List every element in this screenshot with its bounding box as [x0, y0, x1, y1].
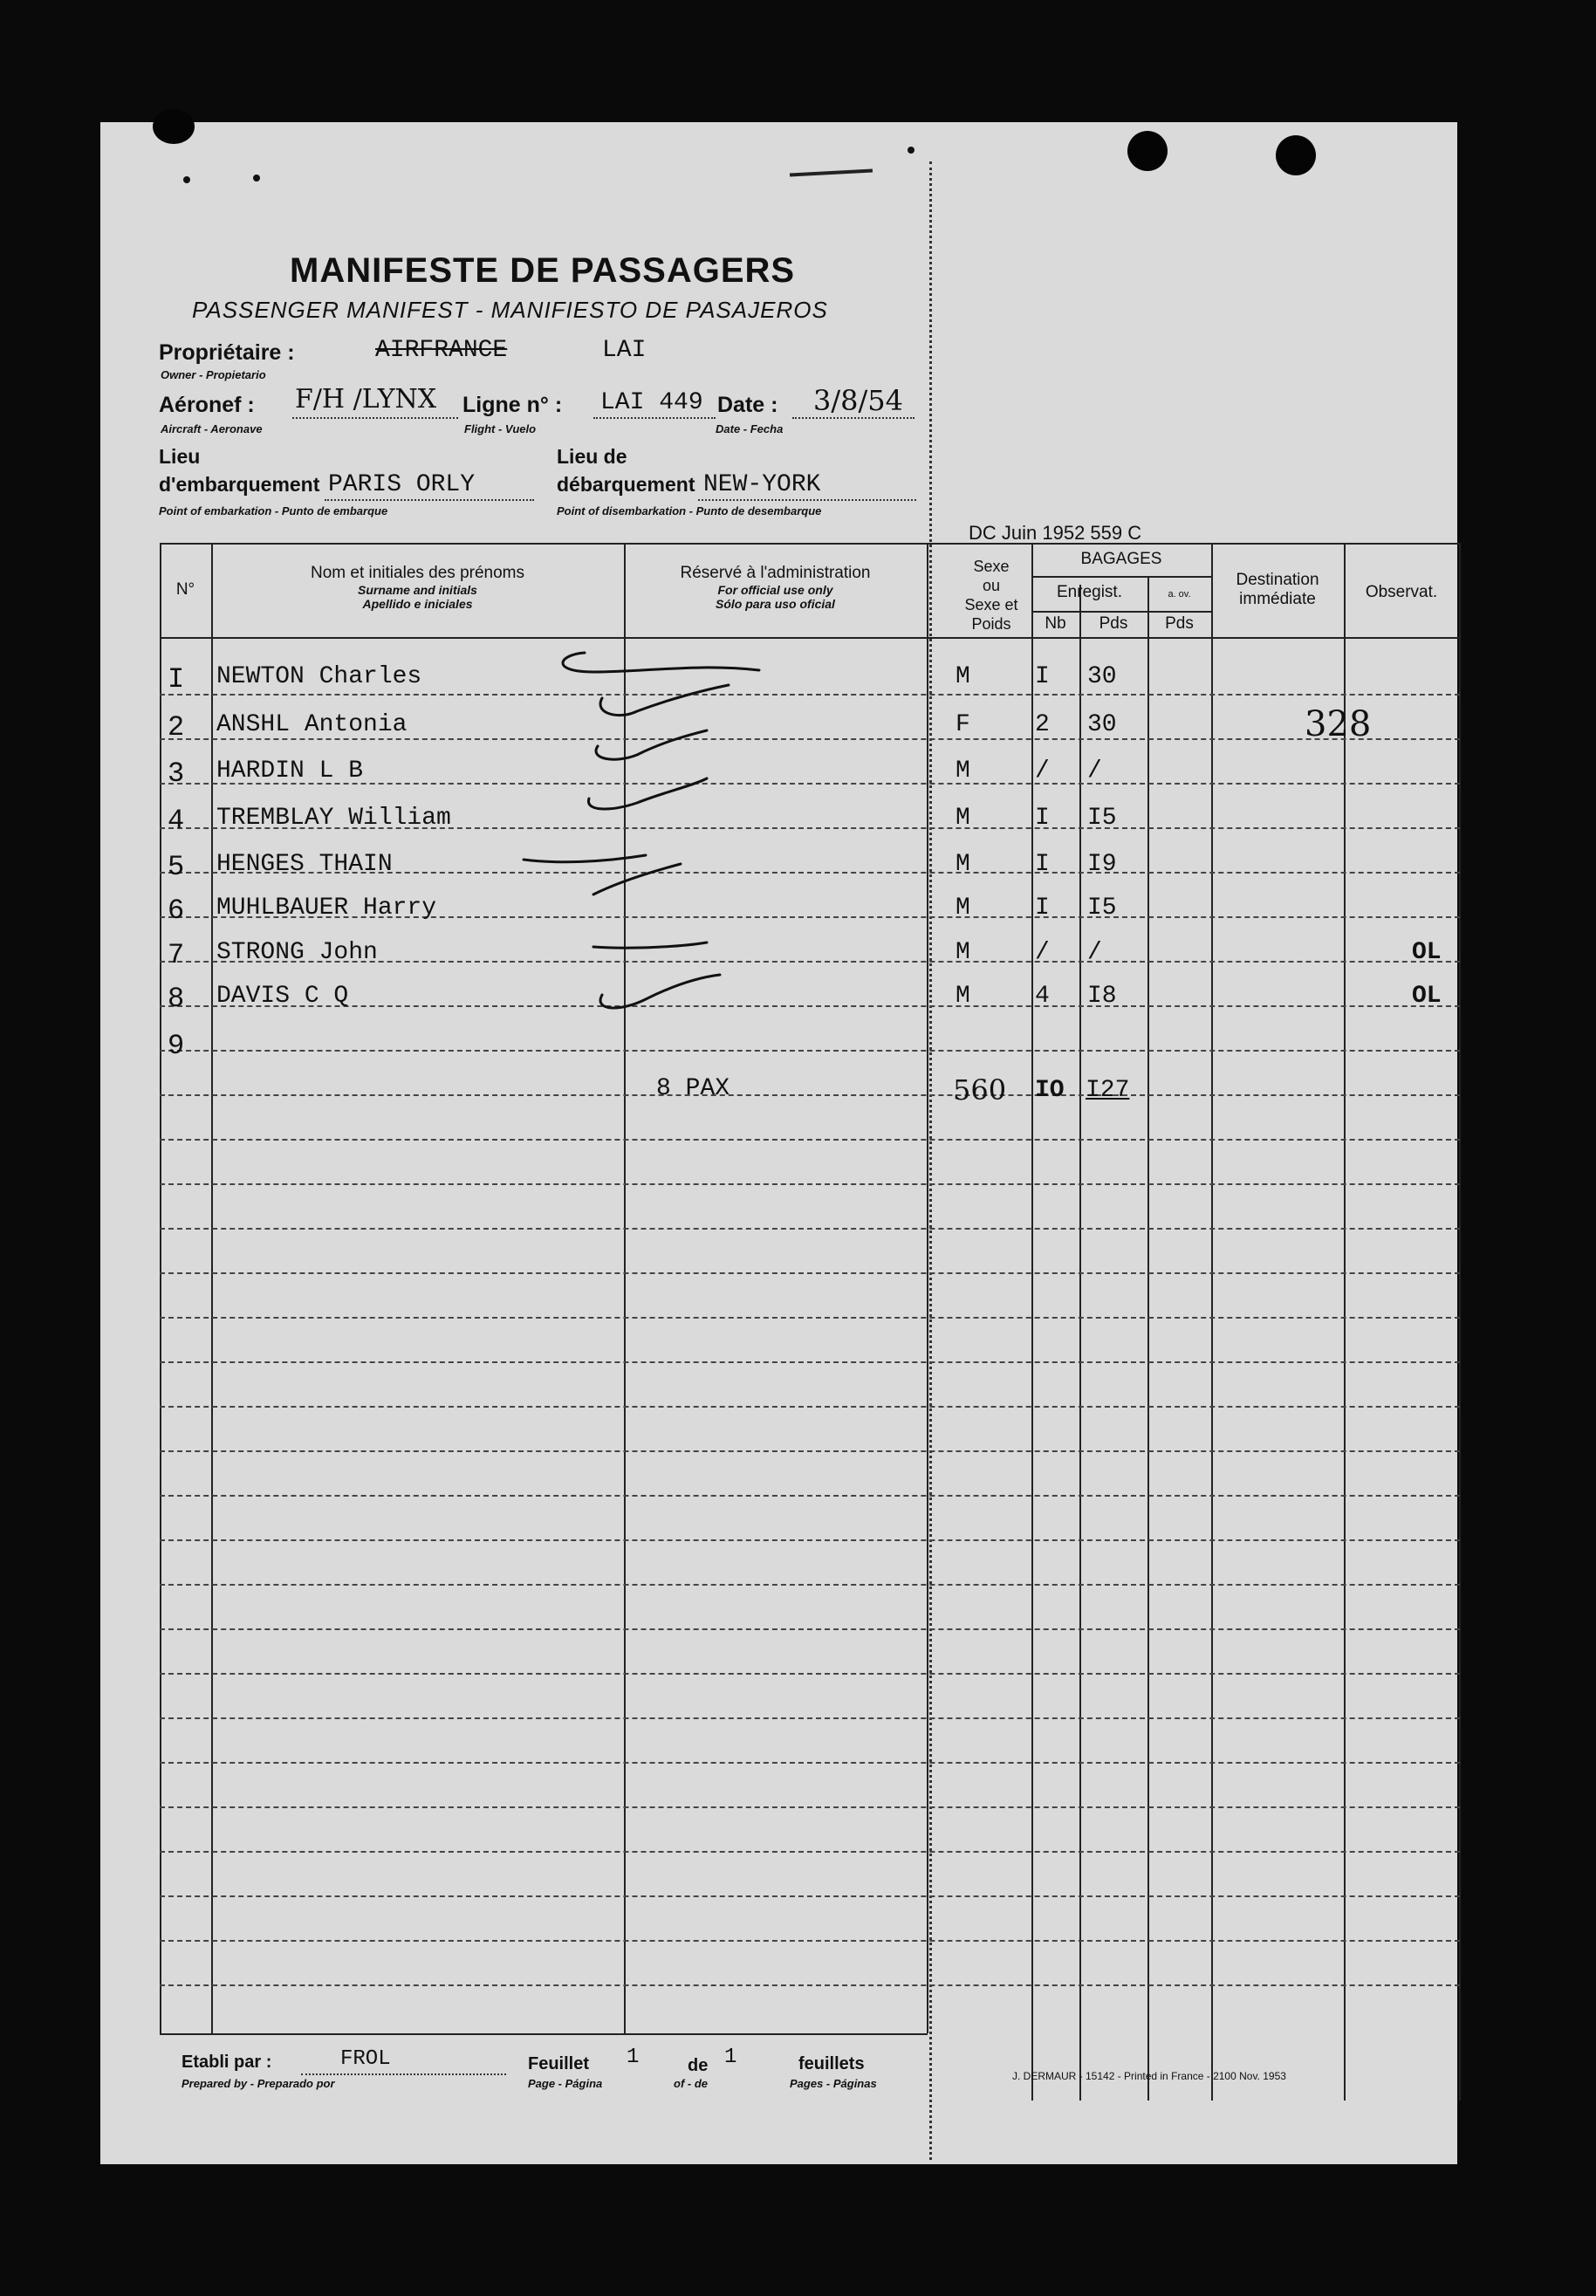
col-header-hand-pds: Pds [1165, 614, 1194, 633]
tick-mark [593, 864, 681, 894]
prepared-sublabel: Prepared by - Preparado por [182, 2077, 335, 2090]
printer-imprint: J. DERMAUR - 15142 - Printed in France - 2100 Nov. 1953 [1012, 2070, 1286, 2082]
page-label: Feuillet [528, 2054, 590, 2073]
ruled-line [160, 1628, 1460, 1630]
passenger-sex: M [956, 663, 970, 690]
tick-mark [524, 855, 646, 862]
passenger-name: TREMBLAY William [216, 805, 451, 832]
col-divider [211, 543, 213, 2033]
ruled-line [160, 694, 1460, 696]
passenger-baggage-nb: I [1035, 663, 1050, 690]
col-header-no: N° [175, 580, 195, 599]
ruled-line [160, 1851, 1460, 1853]
ruled-line [160, 1762, 1460, 1764]
passenger-sex: M [956, 851, 970, 878]
passenger-destination: 328 [1305, 704, 1372, 744]
ruled-line [160, 1005, 1460, 1007]
passenger-baggage-pds: 30 [1087, 663, 1117, 690]
admin-tick-marks [506, 646, 785, 1030]
total-pds: I27 [1086, 1077, 1130, 1104]
owner-sublabel: Owner - Propietario [161, 368, 266, 381]
passenger-name: DAVIS C Q [216, 983, 349, 1010]
col-divider [1344, 543, 1346, 2101]
tick-mark [563, 653, 759, 672]
passenger-baggage-pds: I5 [1087, 894, 1117, 922]
col-header-admin-es: Sólo para uso oficial [716, 597, 835, 611]
passenger-no: 3 [168, 757, 185, 790]
pages-sublabel: Pages - Páginas [790, 2077, 877, 2090]
baggage-sub-border [1031, 576, 1211, 578]
ruled-line [160, 1495, 1460, 1497]
ruled-line [160, 1317, 1460, 1319]
ruled-line [160, 1584, 1460, 1586]
owner-crossed-value: AIRFRANCE [375, 337, 508, 364]
prepared-label: Etabli par : [182, 2053, 272, 2072]
passenger-no: 2 [168, 711, 185, 744]
passenger-baggage-nb: 2 [1035, 711, 1050, 738]
passenger-sex: F [956, 711, 970, 738]
aircraft-label: Aéronef : [159, 393, 255, 417]
passenger-baggage-pds: 30 [1087, 711, 1117, 738]
ruled-line [160, 1361, 1460, 1363]
tick-mark [593, 942, 707, 948]
passenger-name: STRONG John [216, 939, 378, 966]
ruled-line [160, 1940, 1460, 1942]
page-title: MANIFESTE DE PASSAGERS [290, 251, 796, 290]
total-pax: 8 PAX [656, 1075, 730, 1102]
punch-hole-right [1276, 135, 1316, 175]
col-header-admin-main: Réservé à l'administration [680, 564, 871, 582]
passenger-sex: M [956, 894, 970, 922]
of-label: de [688, 2056, 709, 2075]
passenger-sex: M [956, 983, 970, 1010]
owner-value: LAI [602, 337, 647, 364]
col-divider [1031, 543, 1033, 2101]
col-header-destination [1211, 571, 1344, 609]
flight-field-line [593, 417, 716, 419]
col-header-observ: Observat. [1365, 583, 1438, 601]
embarkation-label-2: d'embarquement [159, 473, 320, 496]
embarkation-sublabel: Point of embarkation - Punto de embarque [159, 504, 388, 517]
date-label: Date : [717, 393, 778, 417]
col-header-admin-en: For official use only [717, 583, 833, 597]
passenger-name: MUHLBAUER Harry [216, 894, 437, 922]
col-divider [1459, 543, 1461, 2101]
col-header-name-main: Nom et initiales des prénoms [311, 564, 524, 582]
of-sublabel: of - de [674, 2077, 708, 2090]
col-header-destination-2: immédiate [1239, 590, 1316, 608]
ruled-line [160, 1406, 1460, 1408]
passenger-no: 5 [168, 851, 185, 883]
flight-sublabel: Flight - Vuelo [464, 422, 537, 435]
ruled-line [160, 1539, 1460, 1541]
disembarkation-sublabel: Point of disembarkation - Punto de desembarque [557, 504, 822, 517]
table-top-border [160, 543, 1460, 545]
embarkation-field-line [325, 499, 534, 501]
disembarkation-label-1: Lieu de [557, 445, 627, 468]
col-divider [160, 543, 161, 2033]
col-header-sex-3: Sexe et [964, 596, 1018, 613]
passenger-baggage-nb: I [1035, 805, 1050, 832]
col-header-sex [951, 557, 1031, 634]
ink-speck [908, 147, 914, 154]
col-header-admin [624, 564, 927, 611]
passenger-no: 6 [168, 894, 185, 927]
ruled-line [160, 1806, 1460, 1808]
passenger-name: HENGES THAIN [216, 851, 393, 878]
col-divider [1079, 585, 1081, 2101]
ruled-line [160, 1272, 1460, 1274]
registered-sub-border [1031, 611, 1211, 613]
passenger-baggage-nb: I [1035, 894, 1050, 922]
ruled-line [160, 1717, 1460, 1719]
passenger-sex: M [956, 805, 970, 832]
col-header-name-en: Surname and initials [358, 583, 477, 597]
col-header-destination-1: Destination [1236, 571, 1319, 589]
col-header-name-es: Apellido e iniciales [362, 597, 473, 611]
ruled-line [160, 1673, 1460, 1675]
ink-speck [183, 176, 190, 183]
col-divider [1147, 576, 1149, 2101]
passenger-name: ANSHL Antonia [216, 711, 408, 738]
passenger-baggage-pds: I8 [1087, 983, 1117, 1010]
table-header-border [160, 637, 1460, 639]
flight-value: LAI 449 [600, 389, 703, 416]
aircraft-sublabel: Aircraft - Aeronave [161, 422, 263, 435]
disembarkation-field-line [698, 499, 916, 501]
passenger-baggage-nb: I [1035, 851, 1050, 878]
page-subtitle: PASSENGER MANIFEST - MANIFIESTO DE PASAJEROS [192, 297, 828, 323]
date-field-line [792, 417, 914, 419]
passenger-sex: M [956, 757, 970, 785]
col-header-sex-2: ou [982, 577, 1001, 594]
passenger-no: 7 [168, 939, 185, 971]
passenger-no: 4 [168, 805, 185, 837]
passenger-baggage-nb: / [1035, 757, 1050, 785]
tick-mark [600, 975, 720, 1008]
passenger-baggage-pds: / [1087, 939, 1102, 966]
disembarkation-label-2: débarquement [557, 473, 695, 496]
embarkation-label-1: Lieu [159, 445, 201, 468]
passenger-no: I [168, 663, 185, 696]
embarkation-value: PARIS ORLY [328, 471, 476, 498]
passenger-name: HARDIN L B [216, 757, 364, 785]
col-header-baggage: BAGAGES [1080, 550, 1162, 568]
total-weight: 560 [953, 1073, 1007, 1107]
passenger-observation: OL [1412, 983, 1442, 1010]
tick-mark [588, 778, 707, 809]
col-header-name [211, 564, 624, 611]
ruled-line [160, 1094, 1460, 1096]
total-nb: IO [1035, 1077, 1065, 1104]
col-header-pds: Pds [1099, 614, 1128, 633]
ruled-line [160, 1228, 1460, 1230]
passenger-baggage-nb: 4 [1035, 983, 1050, 1010]
passenger-baggage-pds: I5 [1087, 805, 1117, 832]
col-header-sex-1: Sexe [973, 558, 1010, 575]
passenger-observation: OL [1412, 939, 1442, 966]
ruled-line [160, 1984, 1460, 1986]
date-sublabel: Date - Fecha [716, 422, 784, 435]
ruled-line [160, 1139, 1460, 1141]
page-fold-line [929, 161, 932, 2160]
passenger-baggage-pds: I9 [1087, 851, 1117, 878]
col-header-nb: Nb [1045, 614, 1066, 633]
aircraft-value: F/H /LYNX [295, 384, 437, 415]
page-value: 1 [627, 2046, 640, 2069]
aircraft-field-line [292, 417, 458, 419]
form-code: DC Juin 1952 559 C [969, 522, 1142, 544]
col-divider [927, 543, 928, 2033]
passenger-no: 9 [168, 1030, 185, 1062]
tick-mark [596, 730, 707, 759]
punch-hole-center [1127, 131, 1168, 171]
date-value: 3/8/54 [813, 384, 903, 417]
prepared-value: FROL [340, 2047, 391, 2071]
col-divider [1211, 543, 1213, 2101]
flight-label: Ligne n° : [462, 393, 563, 417]
ruled-line [160, 1183, 1460, 1185]
prepared-field-line [301, 2073, 506, 2075]
col-header-sex-4: Poids [971, 615, 1011, 633]
page-sublabel: Page - Página [528, 2077, 603, 2090]
table-bottom-border [160, 2033, 928, 2035]
disembarkation-value: NEW-YORK [703, 471, 821, 498]
ruled-line [160, 1050, 1460, 1052]
passenger-baggage-nb: / [1035, 939, 1050, 966]
ink-speck [253, 175, 260, 182]
passenger-no: 8 [168, 983, 185, 1015]
ruled-line [160, 1450, 1460, 1452]
passenger-baggage-pds: / [1087, 757, 1102, 785]
of-value: 1 [724, 2046, 737, 2069]
ruled-line [160, 738, 1460, 740]
passenger-sex: M [956, 939, 970, 966]
passenger-name: NEWTON Charles [216, 663, 422, 690]
punch-hole-left [153, 109, 195, 144]
col-header-registered: Enregist. [1057, 583, 1122, 601]
ruled-line [160, 1895, 1460, 1897]
pages-label: feuillets [798, 2054, 865, 2073]
tick-mark [600, 685, 729, 716]
col-header-hand: a. ov. [1168, 589, 1191, 600]
owner-label: Propriétaire : [159, 340, 295, 365]
